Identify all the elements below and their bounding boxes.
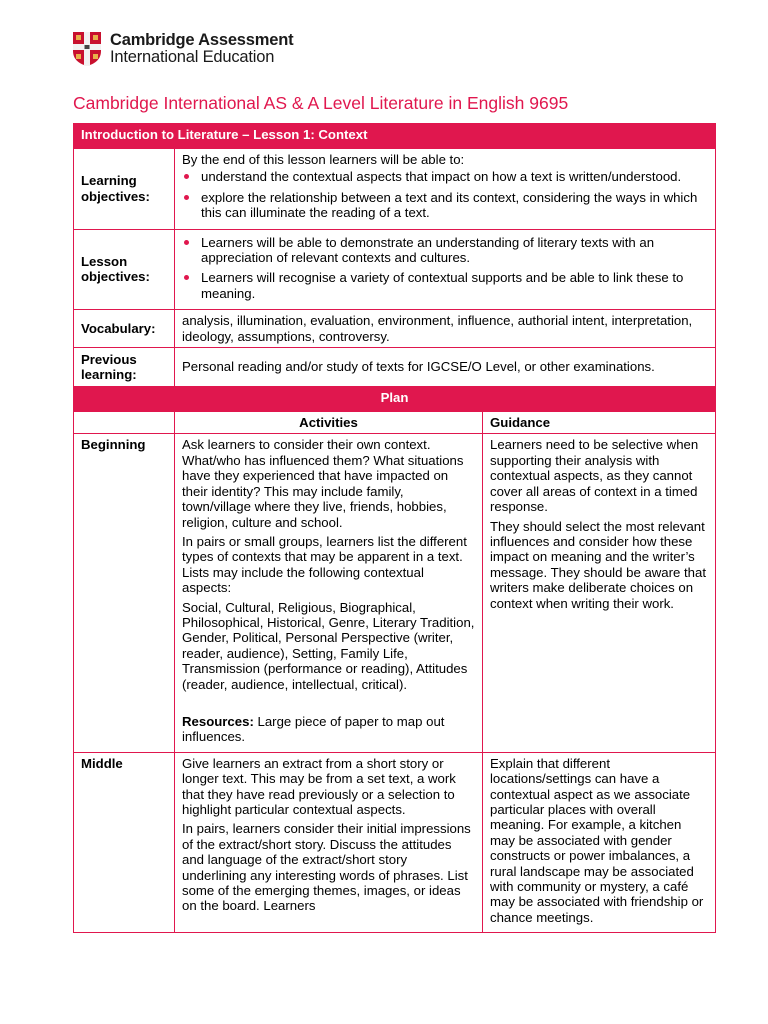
list-item: explore the relationship between a text and its context, considering the ways in which this can illuminate the reading of a text.	[182, 190, 708, 221]
beginning-guidance	[483, 434, 716, 752]
activity-paragraph: Give learners an extract from a short story or longer text. This may be from a set text, a work that they have read previously or a selection to highlight particular contextual aspects.	[182, 755, 456, 817]
learning-objectives-intro: By the end of this lesson learners will be able to:	[182, 152, 465, 167]
middle-guidance	[483, 752, 716, 932]
previous-learning-row	[74, 348, 716, 387]
vocabulary-label: Vocabulary:	[74, 310, 175, 348]
list-item: Learners will be able to demonstrate an understanding of literary texts with an appreciation of relevant contexts and cultures.	[182, 235, 708, 266]
lesson-objectives-content	[175, 229, 716, 310]
brand-line-2: International Education	[110, 48, 275, 66]
learning-objectives-row	[74, 149, 716, 230]
beginning-row	[74, 434, 716, 752]
lesson-header: Introduction to Literature – Lesson 1: Context	[74, 124, 716, 149]
beginning-activities	[175, 434, 483, 752]
activity-paragraph: Social, Cultural, Religious, Biographical, Philosophical, Historical, Genre, Literary Tradition, Gender, Political, Personal Perspective (writer, reader, audience), Setting, Family Life, Transmission (performance or reading), Attitudes (reader, audience, intellectual, critical).	[182, 599, 475, 692]
crest-icon	[72, 31, 102, 67]
learning-objectives-label: Learning objectives:	[74, 149, 175, 230]
guidance-paragraph: They should select the most relevant influences and consider how these impact on meaning and the writer’s message. They should be aware that writers make deliberate choices on context when writing their work.	[490, 518, 707, 611]
plan-header-row	[74, 387, 716, 412]
lesson-objectives-row	[74, 229, 716, 310]
lesson-objectives-label: Lesson objectives:	[74, 229, 175, 310]
brand-logo	[72, 31, 293, 67]
list-item: Learners will recognise a variety of contextual supports and be able to link these to meaning.	[182, 270, 708, 301]
vocabulary-row	[74, 310, 716, 348]
lesson-header-row	[74, 124, 716, 149]
vocabulary-text: analysis, illumination, evaluation, environment, influence, authorial intent, interpretation, ideology, assumptions, controversy.	[175, 310, 716, 348]
learning-objectives-list	[182, 169, 708, 220]
lesson-plan-table	[73, 123, 716, 933]
learning-objectives-content	[175, 149, 716, 230]
activity-paragraph: In pairs, learners consider their initial impressions of the extract/short story. Discuss the attitudes and language of the extract/short story underlining any interesting words of phrases. List some of the emerging themes, images, or ideas on the board. Learners	[182, 821, 471, 914]
list-item: understand the contextual aspects that impact on how a text is written/understood.	[182, 169, 708, 184]
activities-header: Activities	[175, 412, 483, 434]
middle-label: Middle	[74, 752, 175, 932]
previous-learning-label: Previous learning:	[74, 348, 175, 387]
document-title: Cambridge International AS & A Level Literature in English 9695	[73, 93, 569, 113]
resources-line	[182, 714, 475, 745]
guidance-paragraph: Explain that different locations/settings can have a contextual aspect as we associate particular places with overall meaning. For example, a kitchen may be associated with gender constructs or power imbalances, a rural landscape may be associated with community or mystery, a café may be associated with friendship or chance meetings.	[490, 755, 704, 925]
activity-paragraph: Ask learners to consider their own context. What/who has influenced them? What situations have they experienced that have impacted on their identity? This may include family, town/village where they live, friends, hobbies, religion, culture and school.	[182, 437, 464, 530]
resources-label: Resources:	[182, 713, 254, 729]
middle-activities	[175, 752, 483, 932]
beginning-label: Beginning	[74, 434, 175, 752]
previous-learning-text: Personal reading and/or study of texts for IGCSE/O Level, or other examinations.	[175, 348, 716, 387]
activity-paragraph: In pairs or small groups, learners list the different types of contexts that may be apparent in a text. Lists may include the following contextual aspects:	[182, 533, 467, 596]
lesson-objectives-list	[182, 235, 708, 302]
brand-line-1: Cambridge Assessment	[110, 31, 294, 49]
guidance-paragraph: Learners need to be selective when supporting their analysis with contextual aspects, as they cannot cover all areas of context in a timed response.	[490, 437, 699, 515]
plan-columns-row	[74, 412, 716, 434]
guidance-header: Guidance	[483, 412, 716, 434]
resources-text: Large piece of paper to map out influences.	[182, 713, 445, 745]
plan-corner-cell	[74, 412, 175, 434]
plan-header: Plan	[74, 387, 716, 412]
middle-row	[74, 752, 716, 932]
